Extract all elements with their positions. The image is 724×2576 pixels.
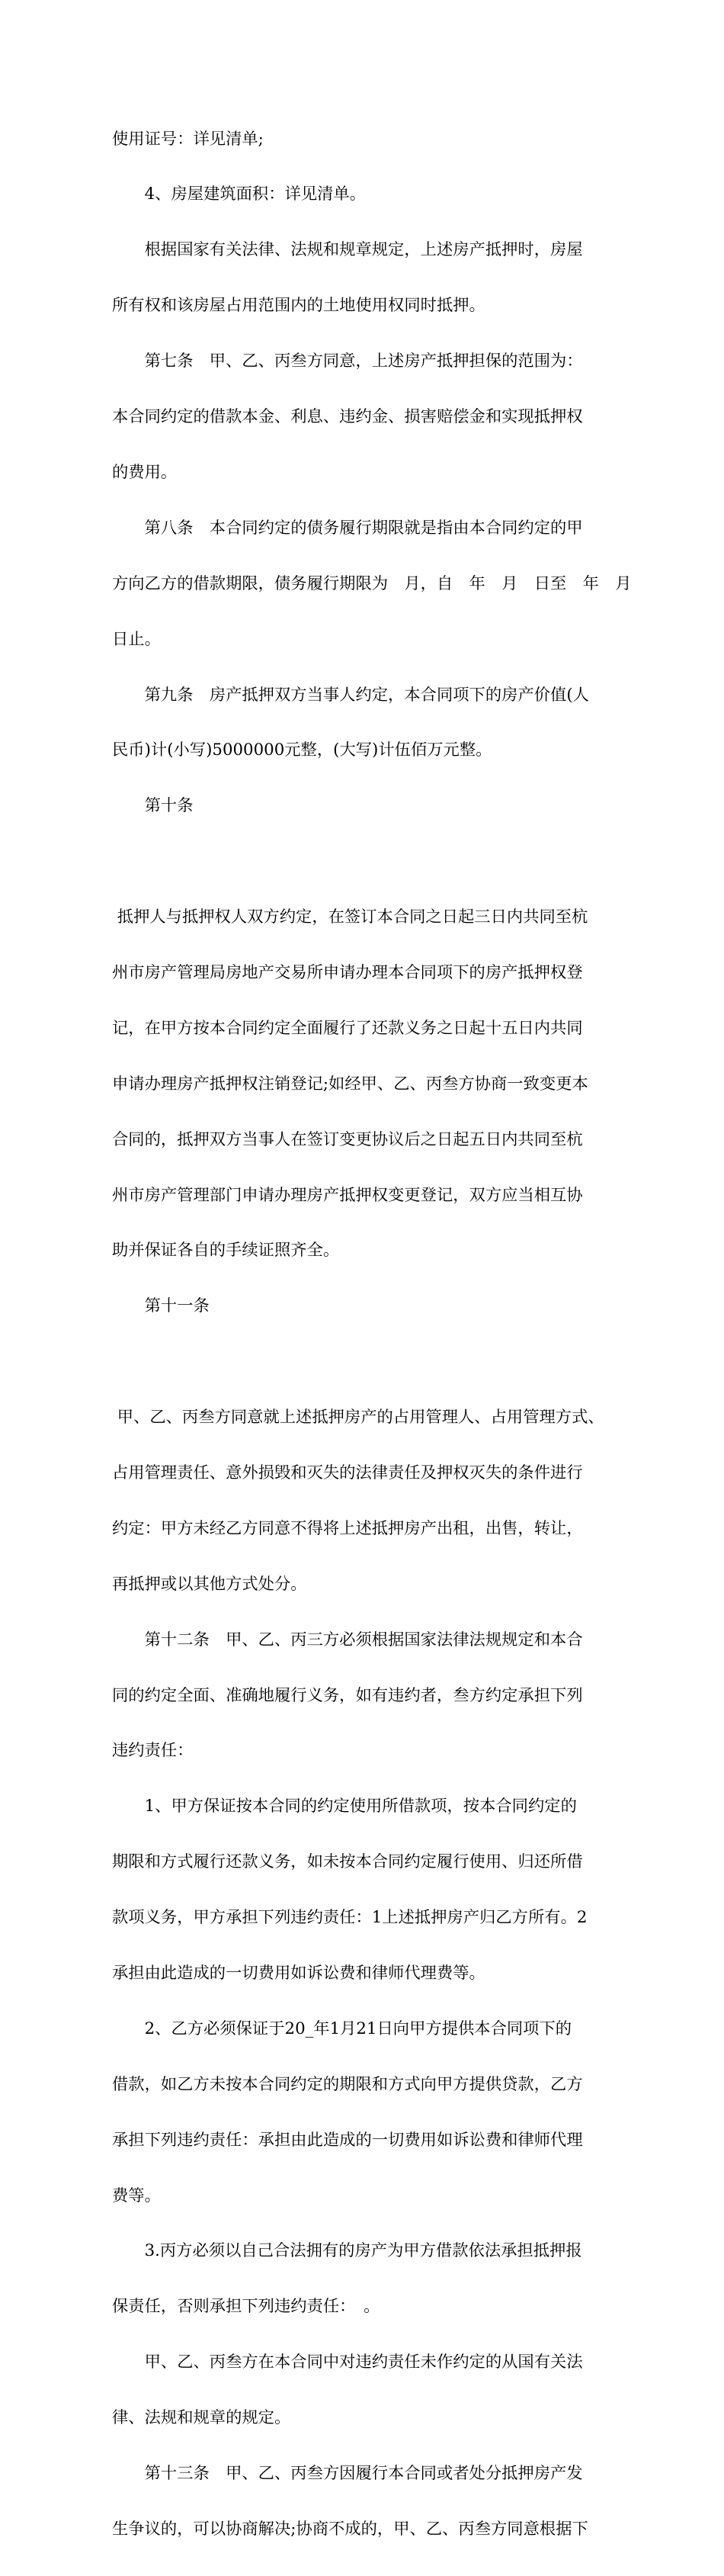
text-line: 保责任，否则承担下列违约责任： 。 <box>112 2297 380 2317</box>
text-line: 4、房屋建筑面积：详见清单。 <box>112 185 367 204</box>
text-line: 使用证号：详见清单; <box>112 129 264 149</box>
text-line: 承担下列违约责任：承担由此造成的一切费用如诉讼费和律师代理 <box>112 2130 583 2150</box>
text-line: 期限和方式履行还款义务，如未按本合同约定履行使用、归还所借 <box>112 1852 583 1872</box>
text-line: 约定：甲方未经乙方同意不得将上述抵押房产出租，出售，转让， <box>112 1518 583 1538</box>
text-line: 1、甲方保证按本合同的约定使用所借款项，按本合同约定的 <box>112 1797 577 1816</box>
text-line: 第十二条 甲、乙、丙三方必须根据国家法律法规规定和本合 <box>112 1630 583 1649</box>
text-line: 抵押人与抵押权人双方约定，在签订本合同之日起三日内共同至杭 <box>112 907 588 927</box>
text-line: 日止。 <box>112 629 161 649</box>
text-line: 本合同约定的借款本金、利息、违约金、损害赔偿金和实现抵押权 <box>112 407 583 427</box>
text-line: 承担由此造成的一切费用如诉讼费和律师代理费等。 <box>112 1963 485 1983</box>
text-line: 再抵押或以其他方式处分。 <box>112 1574 307 1594</box>
text-line: 费等。 <box>112 2186 161 2205</box>
text-line: 律、法规和规章的规定。 <box>112 2408 291 2428</box>
text-line: 生争议的，可以协商解决;协商不成的，甲、乙、丙叁方同意根据下 <box>112 2519 588 2539</box>
text-line: 第十三条 甲、乙、丙叁方因履行本合同或者处分抵押房产发 <box>112 2464 583 2483</box>
text-line: 州市房产管理部门申请办理房产抵押权变更登记，双方应当相互协 <box>112 1185 583 1205</box>
text-line: 占用管理责任、意外损毁和灭失的法律责任及押权灭失的条件进行 <box>112 1463 583 1482</box>
text-line: 助并保证各自的手续证照齐全。 <box>112 1241 340 1261</box>
blank-line <box>112 1353 617 1371</box>
document-body <box>112 93 632 2576</box>
text-line: 申请办理房产抵押权注销登记;如经甲、乙、丙叁方协商一致变更本 <box>112 1074 588 1094</box>
text-line: 借款，如乙方未按本合同约定的期限和方式向甲方提供贷款，乙方 <box>112 2074 583 2094</box>
text-line: 甲、乙、丙叁方在本合同中对违约责任未作约定的从国有关法 <box>112 2353 583 2372</box>
text-line: 第八条 本合同约定的债务履行期限就是指由本合同约定的甲 <box>112 518 583 538</box>
text-line: 的费用。 <box>112 462 178 482</box>
text-line: 第十条 <box>112 796 194 816</box>
document-page <box>112 0 632 2539</box>
text-line: 方向乙方的借款期限，债务履行期限为 月，自 年 月 日至 年 月 <box>112 573 632 593</box>
text-line: 州市房产管理局房地产交易所申请办理本合同项下的房产抵押权登 <box>112 962 583 982</box>
text-line: 民币)计(小写)5000000元整，(大写)计伍佰万元整。 <box>112 740 492 760</box>
text-line: 所有权和该房屋占用范围内的土地使用权同时抵押。 <box>112 296 485 316</box>
text-line: 第九条 房产抵押双方当事人约定，本合同项下的房产价值(人 <box>112 685 589 705</box>
text-line: 第七条 甲、乙、丙叁方同意，上述房产抵押担保的范围为： <box>112 352 583 371</box>
text-line: 同的约定全面、准确地履行义务，如有违约者，叁方约定承担下列 <box>112 1685 583 1705</box>
text-line: 根据国家有关法律、法规和规章规定，上述房产抵押时，房屋 <box>112 240 583 260</box>
text-line: 合同的，抵押双方当事人在签订变更协议后之日起五日内共同至杭 <box>112 1129 583 1149</box>
text-line: 3.丙方必须以自己合法拥有的房产为甲方借款依法承担抵押报 <box>112 2241 582 2261</box>
text-line: 甲、乙、丙叁方同意就上述抵押房产的占用管理人、占用管理方式、 <box>112 1408 604 1428</box>
text-line: 2、乙方必须保证于20_年1月21日向甲方提供本合同项下的 <box>112 2019 572 2038</box>
text-line: 第十一条 <box>112 1296 210 1316</box>
text-line: 违约责任： <box>112 1741 194 1761</box>
blank-line <box>112 853 617 871</box>
text-line: 记，在甲方按本合同约定全面履行了还款义务之日起十五日内共同 <box>112 1018 583 1038</box>
text-line: 款项义务，甲方承担下列违约责任：1上述抵押房产归乙方所有。2 <box>112 1908 588 1928</box>
